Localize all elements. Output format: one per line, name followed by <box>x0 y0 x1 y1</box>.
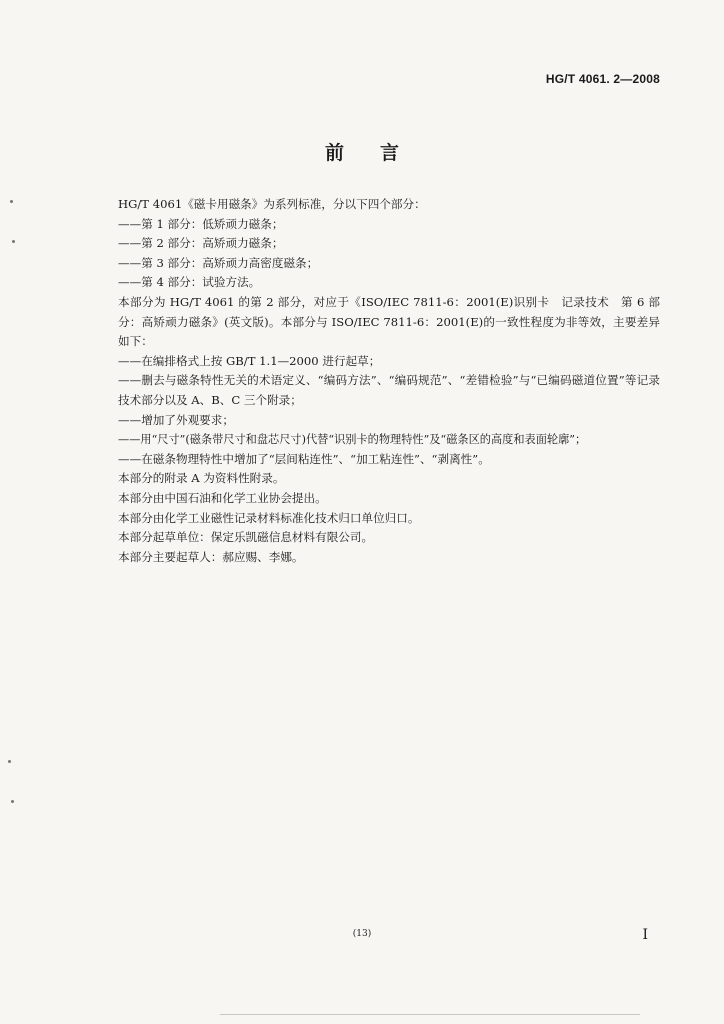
paragraph: 本部分为 HG/T 4061 的第 2 部分，对应于《ISO/IEC 7811-6：2001(E)识别卡 记录技术 第 6 部分：高矫顽力磁条》(英文版)。本部分与 ISO/IEC 7811-6：2001(E)的一致性程度为非等效，主要差异如下： <box>118 294 660 349</box>
paragraph: 本部分的附录 A 为资料性附录。 <box>118 471 285 486</box>
paragraph: 本部分主要起草人：郝应赐、李娜。 <box>118 549 304 564</box>
list-item: ——第 4 部分：试验方法。 <box>118 275 261 290</box>
list-item: ——第 3 部分：高矫顽力高密度磁条； <box>118 255 319 270</box>
page-number: (13) <box>352 929 372 939</box>
page-title: 前言 <box>324 142 435 164</box>
paragraph: 本部分由中国石油和化学工业协会提出。 <box>118 490 327 505</box>
list-item: ——增加了外观要求； <box>118 412 234 427</box>
list-item: ——在编排格式上按 GB/T 1.1—2000 进行起草； <box>118 353 381 368</box>
foreword-body <box>90 195 660 567</box>
scan-speck <box>12 240 15 243</box>
scan-speck <box>10 200 13 203</box>
list-item: ——用“尺寸”(磁条带尺寸和盘芯尺寸)代替“识别卡的物理特性”及“磁条区的高度和表面轮廓”； <box>118 433 587 447</box>
roman-page-number: I <box>642 927 648 943</box>
scan-edge-line <box>220 1014 640 1015</box>
list-item: ——删去与磁条特性无关的术语定义、“编码方法”、“编码规范”、“差错检验”与“已编码磁道位置”等记录技术部分以及 A、B、C 三个附录； <box>118 373 660 407</box>
list-item: ——第 1 部分：低矫顽力磁条； <box>118 216 284 231</box>
scan-speck <box>11 800 14 803</box>
scan-speck <box>8 760 11 763</box>
standard-number: HG/T 4061. 2—2008 <box>545 72 660 86</box>
paragraph: 本部分起草单位：保定乐凯磁信息材料有限公司。 <box>118 530 374 545</box>
paragraph: 本部分由化学工业磁性记录材料标准化技术归口单位归口。 <box>118 510 420 525</box>
list-item: ——在磁条物理特性中增加了“层间粘连性”、“加工粘连性”、“剥离性”。 <box>118 451 490 466</box>
list-item: ——第 2 部分：高矫顽力磁条； <box>118 236 284 251</box>
paragraph: HG/T 4061《磁卡用磁条》为系列标准，分以下四个部分： <box>118 197 426 211</box>
